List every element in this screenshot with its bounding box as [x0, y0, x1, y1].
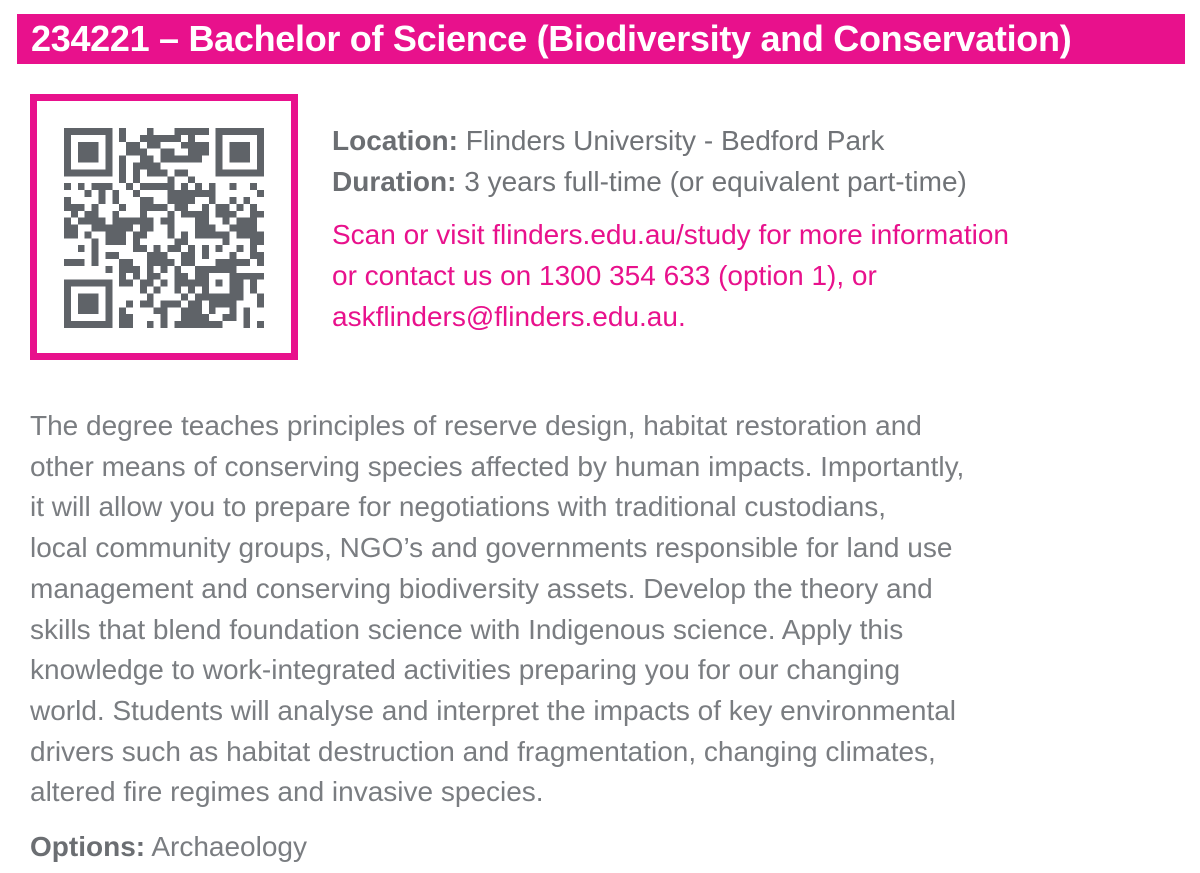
description-line: altered fire regimes and invasive species. [30, 776, 544, 808]
description-line: skills that blend foundation science with Indigenous science. Apply this [30, 613, 904, 645]
options-row [30, 826, 1180, 867]
description-line: local community groups, NGO’s and governments responsible for land use [30, 532, 953, 564]
contact-line: or contact us on 1300 354 633 (option 1), or [332, 260, 877, 291]
description-line: other means of conserving species affected by human impacts. Importantly, [30, 450, 965, 482]
contact-line: Scan or visit flinders.edu.au/study for more information [332, 219, 1009, 250]
duration-row [332, 161, 1192, 202]
contact-info [332, 214, 1192, 337]
course-details [332, 120, 1192, 202]
description-line: knowledge to work-integrated activities preparing you for our changing [30, 654, 901, 686]
qr-code-frame[interactable] [30, 94, 298, 360]
options-label: Options: [30, 831, 146, 862]
contact-line: askflinders@flinders.edu.au. [332, 301, 686, 332]
location-value: Flinders University - Bedford Park [465, 125, 885, 156]
description-line: it will allow you to prepare for negotiations with traditional custodians, [30, 491, 887, 523]
course-title: 234221 – Bachelor of Science (Biodiversity and Conservation) [17, 14, 1185, 64]
description-line: management and conserving biodiversity assets. Develop the theory and [30, 572, 933, 604]
course-description [30, 406, 1180, 813]
description-line: The degree teaches principles of reserve design, habitat restoration and [30, 410, 922, 441]
description-line: drivers such as habitat destruction and fragmentation, changing climates, [30, 735, 936, 767]
duration-label: Duration: [332, 166, 457, 197]
options-value: Archaeology [151, 831, 307, 862]
description-line: world. Students will analyse and interpret the impacts of key environmental [30, 694, 957, 726]
duration-value: 3 years full-time (or equivalent part-time) [464, 166, 967, 197]
location-row [332, 120, 1192, 161]
qr-code-icon[interactable] [64, 128, 264, 328]
location-label: Location: [332, 125, 458, 156]
